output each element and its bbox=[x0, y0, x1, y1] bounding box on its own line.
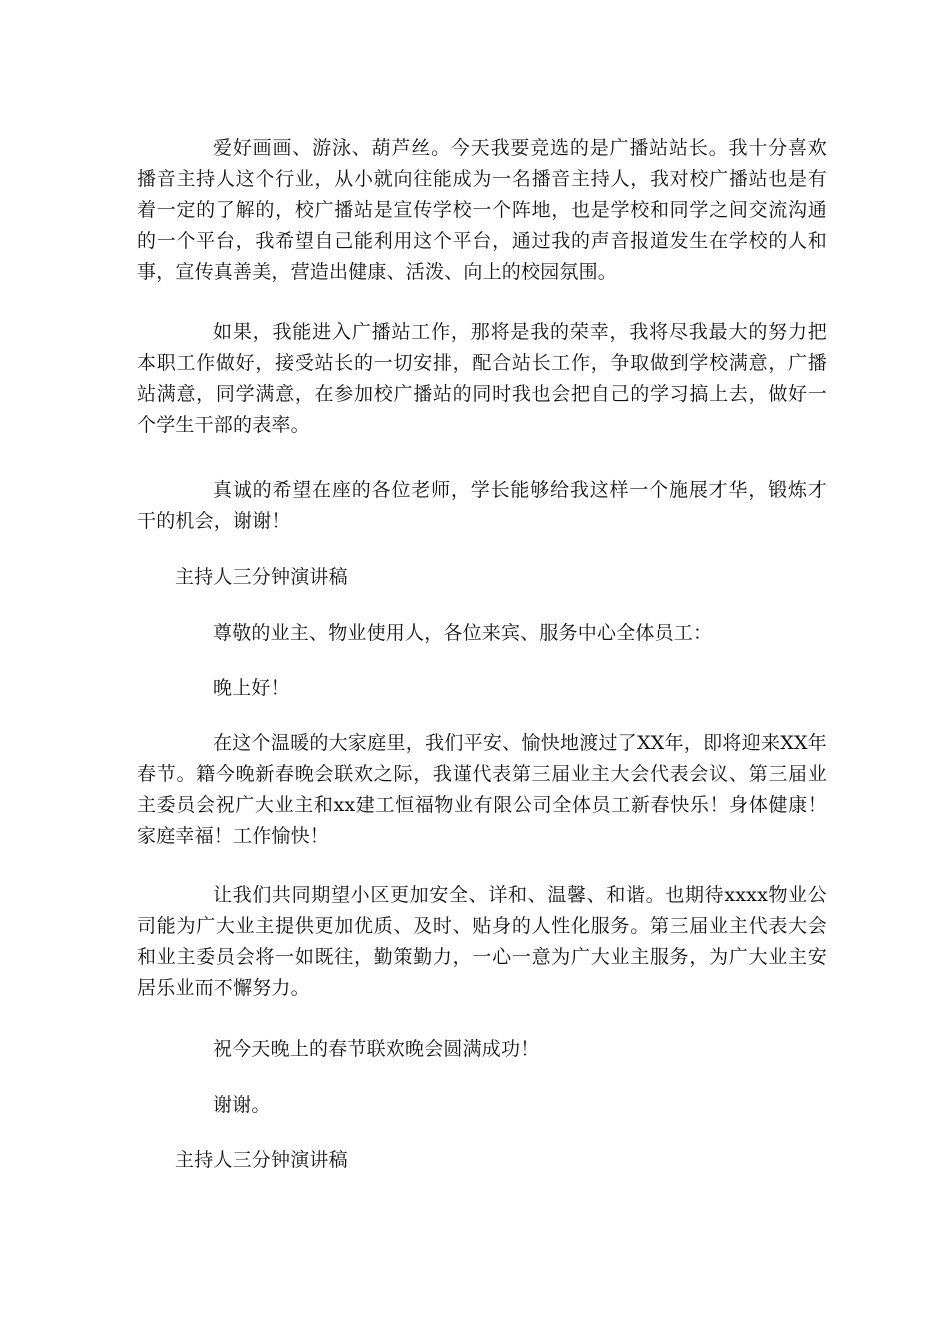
paragraph-commitment: 如果，我能进入广播站工作，那将是我的荣幸，我将尽我最大的努力把本职工作做好，接受站长的一切安排，配合站长工作，争取做到学校满意，广播站满意，同学满意，在参加校广播站的同时我也会把自己的学习搞上去，做好一个学生干部的表率。 bbox=[137, 321, 827, 436]
paragraph-new-year-wishes: 在这个温暖的大家庭里，我们平安、愉快地渡过了XX年，即将迎来XX年春节。籍今晚新春晚会联欢之际，我谨代表第三届业主大会代表会议、第三届业主委员会祝广大业主和xx建工恒福物业有限公司全体员工新春快乐！身体健康！家庭幸福！工作愉快！ bbox=[137, 732, 827, 847]
closing-thanks: 谢谢。 bbox=[213, 1094, 271, 1116]
closing-wish: 祝今天晚上的春节联欢晚会圆满成功！ bbox=[213, 1038, 540, 1060]
paragraph-closing-thanks: 真诚的希望在座的各位老师，学长能够给我这样一个施展才华，锻炼才干的机会，谢谢！ bbox=[137, 479, 827, 532]
greeting: 晚上好！ bbox=[213, 677, 290, 699]
salutation: 尊敬的业主、物业使用人，各位来宾、服务中心全体员工： bbox=[213, 622, 713, 644]
section-heading-2: 主持人三分钟演讲稿 bbox=[175, 1149, 348, 1171]
section-heading: 主持人三分钟演讲稿 bbox=[175, 566, 348, 588]
paragraph-campaign-intro: 爱好画画、游泳、葫芦丝。今天我要竞选的是广播站站长。我十分喜欢播音主持人这个行业，从小就向往能成为一名播音主持人，我对校广播站也是有着一定的了解的，校广播站是宣传学校一个阵地，也是学校和同学之间交流沟通的一个平台，我希望自己能利用这个平台，通过我的声音报道发生在学校的人和事，宣传真善美，营造出健康、活泼、向上的校园氛围。 bbox=[137, 137, 827, 283]
paragraph-community-hopes: 让我们共同期望小区更加安全、详和、温馨、和谐。也期待xxxx物业公司能为广大业主提供更加优质、及时、贴身的人性化服务。第三届业主代表大会和业主委员会将一如既往，勤策勤力，一心一意为广大业主服务，为广大业主安居乐业而不懈努力。 bbox=[137, 884, 827, 999]
